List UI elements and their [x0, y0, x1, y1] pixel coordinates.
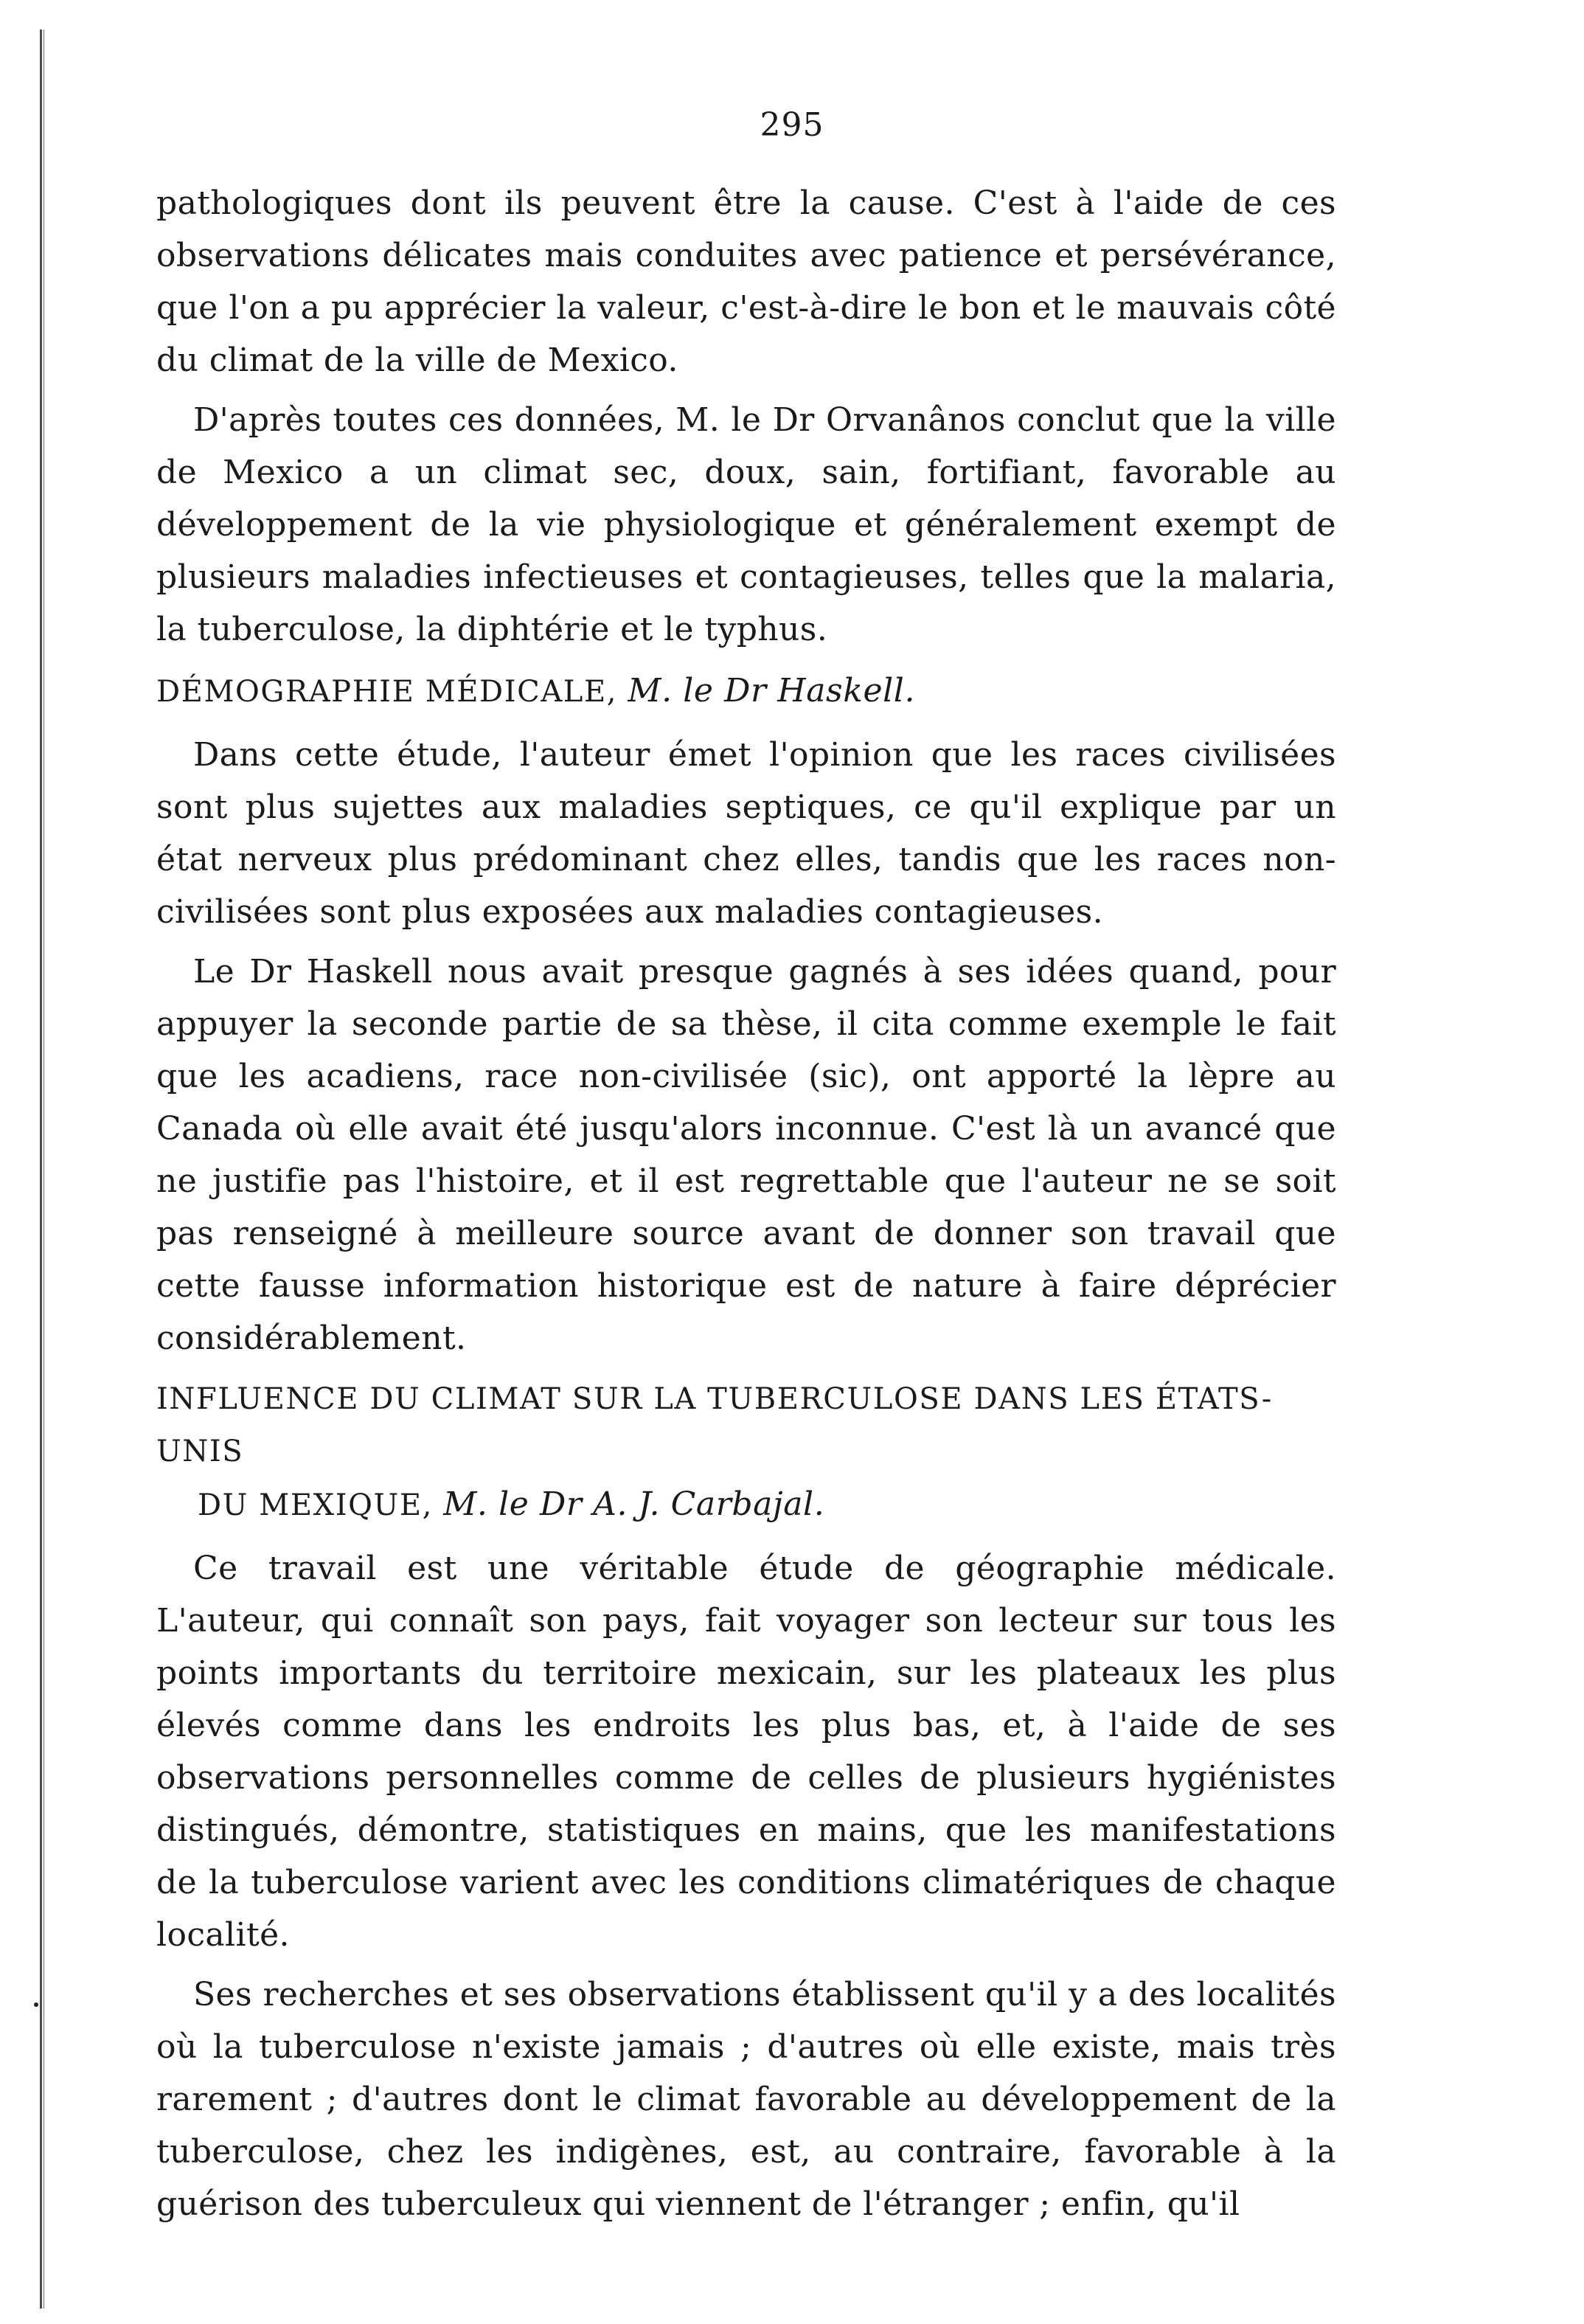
section-title: DÉMOGRAPHIE MÉDICALE,	[156, 675, 618, 709]
section-author: M. le Dr A. J. Carbajal.	[443, 1485, 825, 1523]
section-author: M. le Dr Haskell.	[628, 672, 916, 710]
section-title-line2-wrap	[156, 1478, 1336, 1532]
section-title-line1: INFLUENCE DU CLIMAT SUR LA TUBERCULOSE DANS LES ÉTATS-UNIS	[156, 1382, 1273, 1468]
paragraph-carbajal-study: Ce travail est une véritable étude de géographie médicale. L'auteur, qui connaît son pays, fait voyager son lecteur sur tous les points importants du territoire mexicain, sur les plateaux les plus élevés comme dans les endroits les plus bas, et, à l'aide de ses observations personnelles comme de celles de plusieurs hygiénistes distingués, démontre, statistiques en mains, que les manifestations de la tuberculose varient avec les conditions climatériques de chaque localité.	[156, 1550, 1336, 1954]
section-heading-demographie	[156, 665, 1336, 718]
page-number: 295	[760, 106, 824, 144]
binding-speck	[34, 2002, 38, 2007]
section-title-line2: DU MEXIQUE,	[198, 1488, 433, 1522]
paragraph-haskell-opinion: Dans cette étude, l'auteur émet l'opinion que les races civilisées sont plus sujettes aux maladies septiques, ce qu'il explique par un état nerveux plus prédominant chez elles, tandis que les races non-civilisées sont plus exposées aux maladies contagieuses.	[156, 736, 1336, 931]
section-heading-tuberculose	[156, 1373, 1336, 1532]
paragraph-haskell-critique: Le Dr Haskell nous avait presque gagnés à ses idées quand, pour appuyer la seconde partie de sa thèse, il cita comme exemple le fait que les acadiens, race non-civilisée (sic), ont apporté la lèpre au Canada où elle avait été jusqu'alors inconnue. C'est là un avancé que ne justifie pas l'histoire, et il est regrettable que l'auteur ne se soit pas renseigné à meilleure source avant de donner son travail que cette fausse information historique est de nature à faire déprécier considérablement.	[156, 953, 1336, 1357]
text-body	[156, 177, 1336, 2238]
binding-edge	[40, 30, 46, 2309]
paragraph-orvananos-conclusion: D'après toutes ces données, M. le Dr Orvanânos conclut que la ville de Mexico a un climat sec, doux, sain, fortifiant, favorable au développement de la vie physiologique et généralement exempt de plusieurs maladies infectieuses et contagieuses, telles que la malaria, la tuberculose, la diphtérie et le typhus.	[156, 401, 1336, 648]
paragraph-continuation: pathologiques dont ils peuvent être la cause. C'est à l'aide de ces observations délicates mais conduites avec patience et persévérance, que l'on a pu apprécier la valeur, c'est-à-dire le bon et le mauvais côté du climat de la ville de Mexico.	[156, 184, 1336, 379]
paragraph-carbajal-findings: Ses recherches et ses observations établissent qu'il y a des localités où la tuberculose n'existe jamais ; d'autres où elle existe, mais très rarement ; d'autres dont le climat favorable au développement de la tuberculose, chez les indigènes, est, au contraire, favorable à la guérison des tuberculeux qui viennent de l'étranger ; enfin, qu'il	[156, 1976, 1336, 2223]
